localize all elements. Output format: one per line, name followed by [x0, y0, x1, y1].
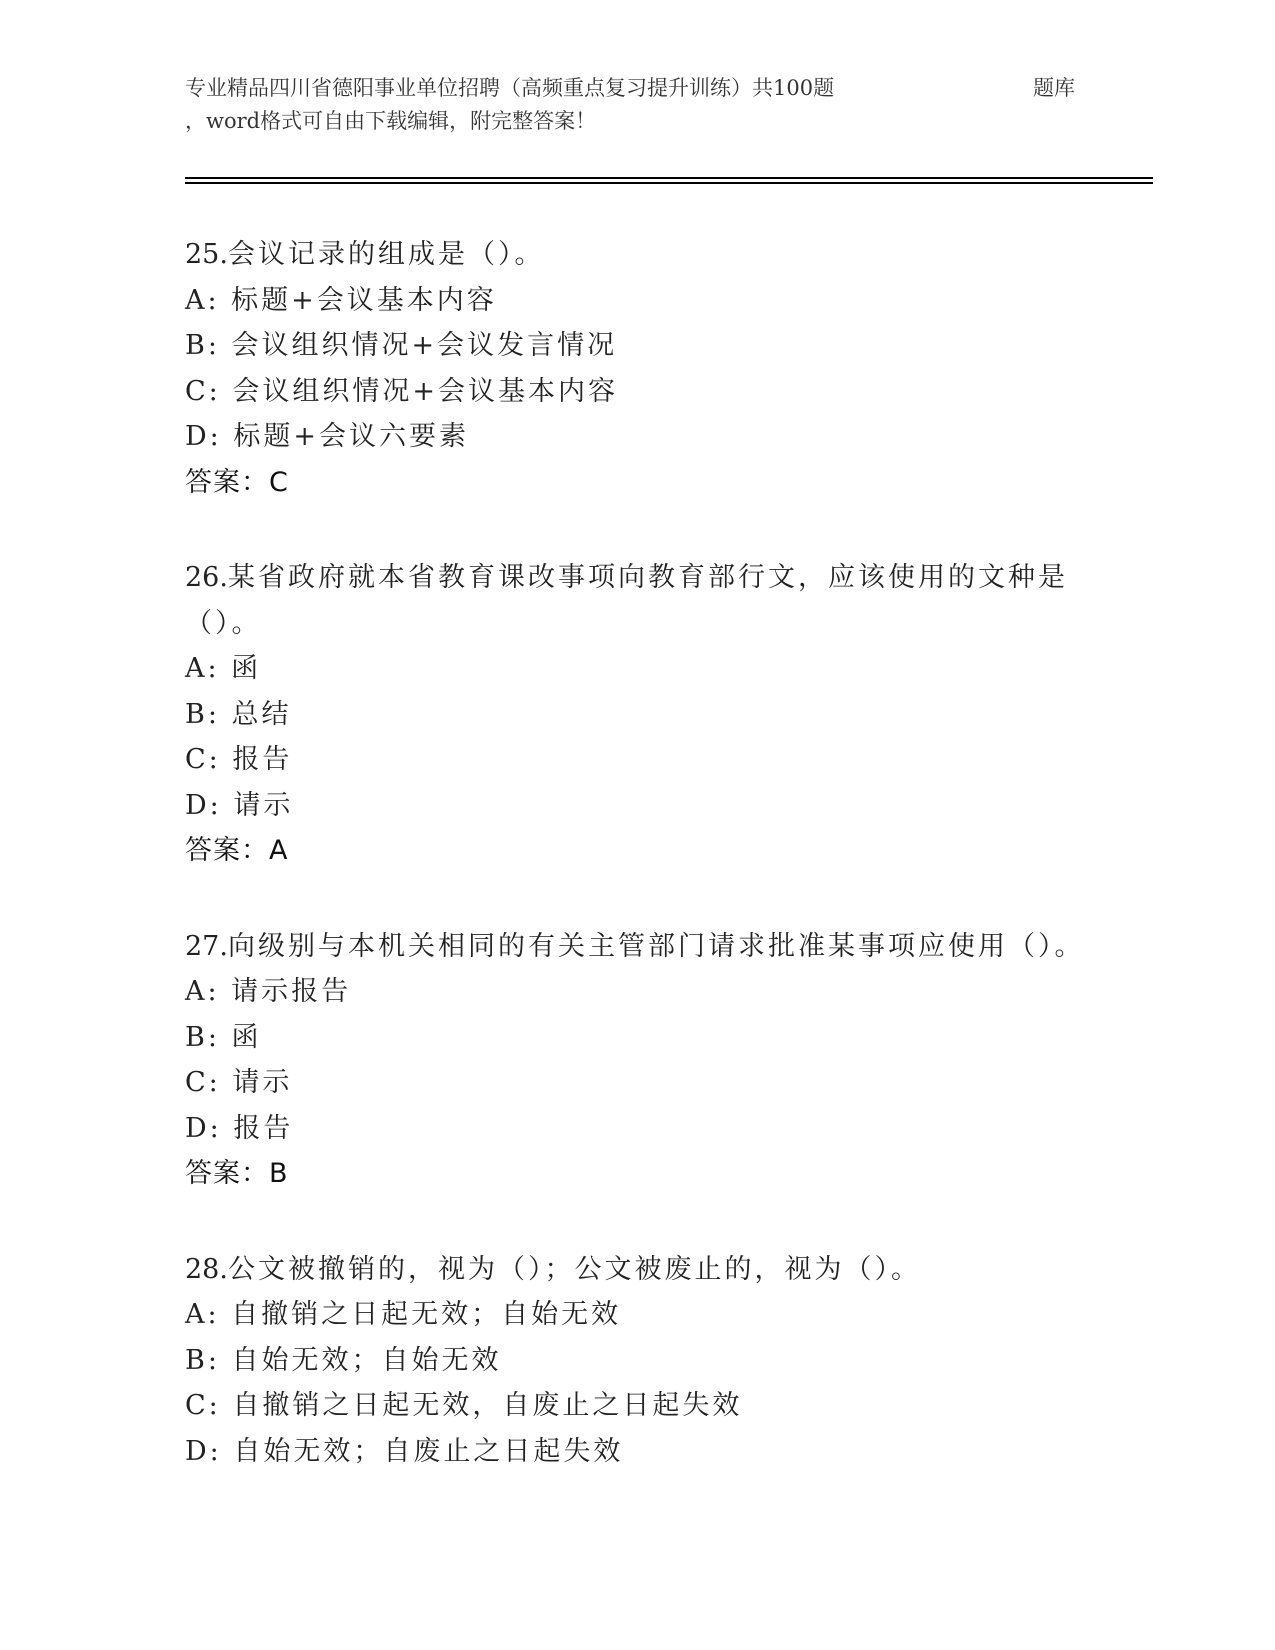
question-stem: [185, 232, 1105, 278]
header-divider-bottom: [185, 182, 1153, 184]
header-subtitle: ，word格式可自由下载编辑，附完整答案！: [185, 109, 597, 133]
answer-line: 答案：C: [185, 466, 289, 498]
question-text: 公文被撤销的，视为（）；公文被废止的，视为（）。: [227, 1253, 921, 1285]
option-a: A: 函: [185, 653, 262, 684]
option-b: B: 函: [185, 1021, 262, 1053]
option-d: D: 标题+会议六要素: [185, 421, 469, 452]
option-a: A: 请示报告: [185, 976, 352, 1007]
question-26: [185, 555, 1105, 874]
header-tag: 题库: [1033, 76, 1075, 100]
question-stem: [185, 1247, 1105, 1293]
option-c: C: 请示: [185, 1067, 293, 1098]
option-b: B: 会议组织情况+会议发言情况: [185, 330, 618, 361]
option-b: B: 自始无效；自始无效: [185, 1344, 502, 1376]
option-b: B: 总结: [185, 698, 292, 730]
answer-line: 答案：A: [185, 835, 289, 866]
option-a: A: 自撤销之日起无效；自始无效: [185, 1299, 622, 1330]
question-number: 28.: [185, 1253, 228, 1285]
page-header: [185, 72, 1145, 138]
question-number: 25.: [185, 239, 228, 270]
question-list: [185, 232, 1105, 1524]
question-28: [185, 1247, 1105, 1475]
question-27: [185, 924, 1105, 1197]
header-title: 专业精品四川省德阳事业单位招聘（高频重点复习提升训练）共100题: [185, 76, 835, 100]
header-divider-top: [185, 177, 1153, 179]
question-stem: [185, 555, 1105, 646]
option-a: A: 标题+会议基本内容: [185, 284, 497, 316]
question-number: 27.: [185, 930, 228, 962]
option-c: C: 会议组织情况+会议基本内容: [185, 375, 618, 407]
question-text: 会议记录的组成是（）。: [227, 239, 545, 270]
option-d: D: 自始无效；自废止之日起失效: [185, 1435, 624, 1467]
question-25: [185, 232, 1105, 505]
header-title-line: [185, 72, 1145, 105]
question-stem: [185, 924, 1105, 970]
option-c: C: 自撤销之日起无效，自废止之日起失效: [185, 1390, 743, 1421]
option-d: D: 报告: [185, 1112, 294, 1144]
question-number: 26.: [185, 562, 228, 593]
question-text: 向级别与本机关相同的有关主管部门请求批准某事项应使用（）。: [227, 930, 1085, 962]
question-text: 某省政府就本省教育课改事项向教育部行文，应该使用的文种是（）。: [185, 562, 1068, 639]
answer-line: 答案：B: [185, 1158, 289, 1189]
option-d: D: 请示: [185, 789, 294, 821]
option-c: C: 报告: [185, 744, 293, 775]
